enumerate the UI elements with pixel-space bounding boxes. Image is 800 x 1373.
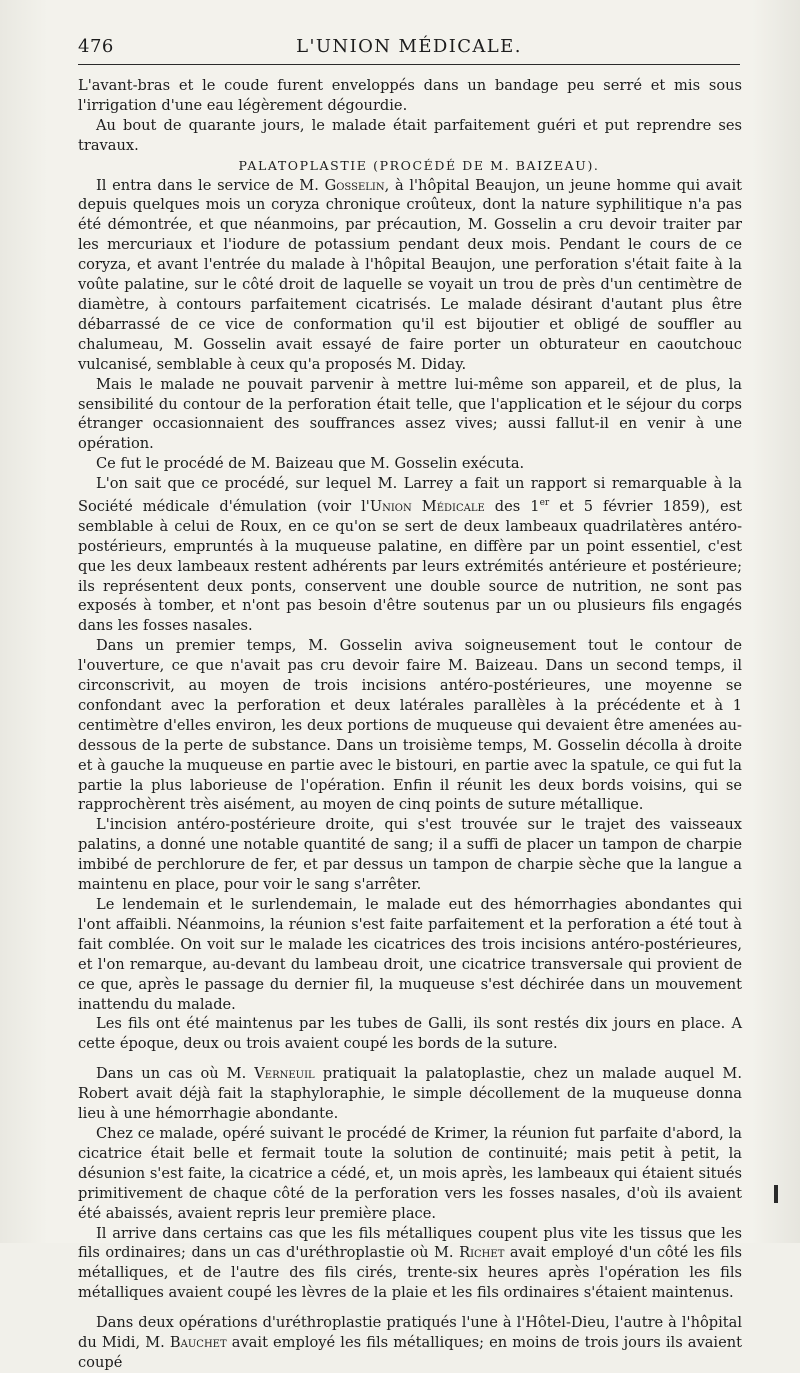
page-number: 476: [78, 36, 114, 57]
section-title: PALATOPLASTIE (PROCÉDÉ DE M. BAIZEAU).: [238, 157, 600, 173]
paragraph-metal-threads: Il arrive dans certains cas que les fils métalliques coupent plus vite les tissus que les fils ordinaires; dans un cas d'uréthroplastie où M. Richet avait employé d'un côté les fils métalliques, et de l'autre des fils cirés, trente-six heures après l'opération les fils métalliques avaient coupé les lèvres de la plaie et les fils ordinaires s'étaient maintenus.: [78, 1224, 742, 1302]
paragraph-verneuil-case: Dans un cas où M. Verneuil pratiquait la palatoplastie, chez un malade auquel M. Robert avait déjà fait la staphyloraphie, le simple décollement de la muqueuse donna lieu à une hémorrhagie abondante.: [78, 1065, 742, 1123]
author-name: Bauchet: [169, 1334, 227, 1352]
scan-edge-mark: [774, 1185, 778, 1203]
paragraph-bandage: L'avant-bras et le coude furent enveloppés dans un bandage peu serré et mis sous l'irrigation d'une eau légèrement dégourdie.: [78, 77, 742, 114]
paragraph-case-intro: Il entra dans le service de M. Gosselin, à l'hôpital Beaujon, un jeune homme qui avait depuis quelques mois un coryza chronique croûteux, dont la nature syphilitique n'a pas été démontrée, et que néanmoins, par précaution, M. Gosselin a cru devoir traiter par les mercuriaux et l'iodure de potassium pendant deux mois. Pendant le cours de ce coryza, et avant l'entrée du malade à l'hôpital Beaujon, une perforation s'était faite à la voûte palatine, sur le côté droit de laquelle se voyait un trou de près d'un centimètre de diamètre, à contours parfaitement cicatrisés. Le malade désirant d'autant plus être débarrassé de ce vice de conformation qu'il est bijoutier et obligé de souffler au chalumeau, M. Gosselin avait essayé de faire porter un obturateur en caoutchouc vulcanisé, semblable à ceux qu'a proposés M. Diday.: [78, 176, 742, 373]
paragraph-urethroplasty: Dans deux opérations d'uréthroplastie pratiqués l'une à l'Hôtel-Dieu, l'autre à l'hôpital du Midi, M. Bauchet avait employé les fils métalliques; en moins de trois jours ils avaient coupé: [78, 1314, 743, 1371]
author-name: Verneuil: [254, 1065, 315, 1083]
page-header: [78, 34, 740, 60]
running-title: L'UNION MÉDICALE.: [296, 36, 522, 57]
paragraph-recovery: Au bout de quarante jours, le malade était parfaitement guéri et put reprendre ses travaux.: [78, 116, 742, 154]
body-text: [78, 76, 742, 1373]
author-name: Richet: [459, 1244, 505, 1262]
author-name: Gosselin: [324, 176, 385, 194]
paragraph-method-description: L'on sait que ce procédé, sur lequel M. Larrey a fait un rapport si remarquable à la Société médicale d'émulation (voir l'Union Médicale des 1er et 5 février 1859), est semblable à celui de Roux, en ce qu'on se sert de deux lambeaux quadrilatères antéro-postérieurs, empruntés à la muqueuse palatine, en diffère par un point essentiel, c'est que les deux lambeaux restent adhérents par leurs extrémités antérieure et postérieure; ils représentent deux ponts, conservent une double source de nutrition, ne sont pas exposés à tomber, et n'ont pas besoin d'être soutenus par un ou plusieurs fils engagés dans les fosses nasales.: [78, 475, 743, 635]
paragraph-procedure: Ce fut le procédé de M. Baizeau que M. Gosselin exécuta.: [96, 455, 525, 473]
paragraph-sensitivity: Mais le malade ne pouvait parvenir à mettre lui-même son appareil, et de plus, la sensibilité du contour de la perforation était telle, que l'application et le séjour du corps étranger occasionnaient des souffrances assez vives; aussi fallut-il en venir à une opération.: [78, 375, 742, 453]
paragraph-operation-steps: Dans un premier temps, M. Gosselin aviva soigneusement tout le contour de l'ouverture, ce que n'avait pas cru devoir faire M. Baizeau. Dans un second temps, il circonscrivit, au moyen de trois incisions antéro-postérieures, une moyenne se confondant avec la perforation et deux latérales parallèles à la précédente et à 1 centimètre d'elles environ, les deux portions de muqueuse qui devaient être amenées au-dessous de la perte de substance. Dans un troisième temps, M. Gosselin décolla à droite et à gauche la muqueuse en partie avec le bistouri, en partie avec la spatule, ce qui fut la partie la plus laborieuse de l'opération. Enfin il réunit les deux bords voisins, qui se rapprochèrent très aisément, au moyen de cinq points de suture métallique.: [78, 637, 742, 814]
paragraph-aftercare: Le lendemain et le surlendemain, le malade eut des hémorrhagies abondantes qui l'ont affaibli. Néanmoins, la réunion s'est faite parfaitement et la perforation a été tout à fait comblée. On voit sur le malade les cicatrices des trois incisions antéro-postérieures, et l'on remarque, au-devant du lambeau droit, une cicatrice transversale qui provient de ce que, après le passage du dernier fil, la muqueuse s'est déchirée dans un mouvement inattendu du malade.: [78, 896, 742, 1013]
paragraph-bleeding: L'incision antéro-postérieure droite, qui s'est trouvée sur le trajet des vaisseaux palatins, a donné une notable quantité de sang; il a suffi de placer un tampon de charpie imbibé de perchlorure de fer, et par dessus un tampon de charpie sèche que la langue a maintenu en place, pour voir le sang s'arrêter.: [78, 816, 742, 894]
header-rule: [78, 64, 740, 65]
journal-name: Union Médicale: [369, 497, 485, 515]
paragraph-krimer: Chez ce malade, opéré suivant le procédé de Krimer, la réunion fut parfaite d'abord, la cicatrice était belle et fermait toute la solution de continuité; mais petit à petit, la désunion s'est faite, la cicatrice a cédé, et, un mois après, les lambeaux qui étaient situés primitivement de chaque côté de la perforation vers les fosses nasales, d'où ils avaient été abaissés, avaient repris leur première place.: [78, 1124, 742, 1222]
paragraph-sutures: Les fils ont été maintenus par les tubes de Galli, ils sont restés dix jours en place. A cette époque, deux ou trois avaient coupé les bords de la suture.: [78, 1015, 742, 1053]
